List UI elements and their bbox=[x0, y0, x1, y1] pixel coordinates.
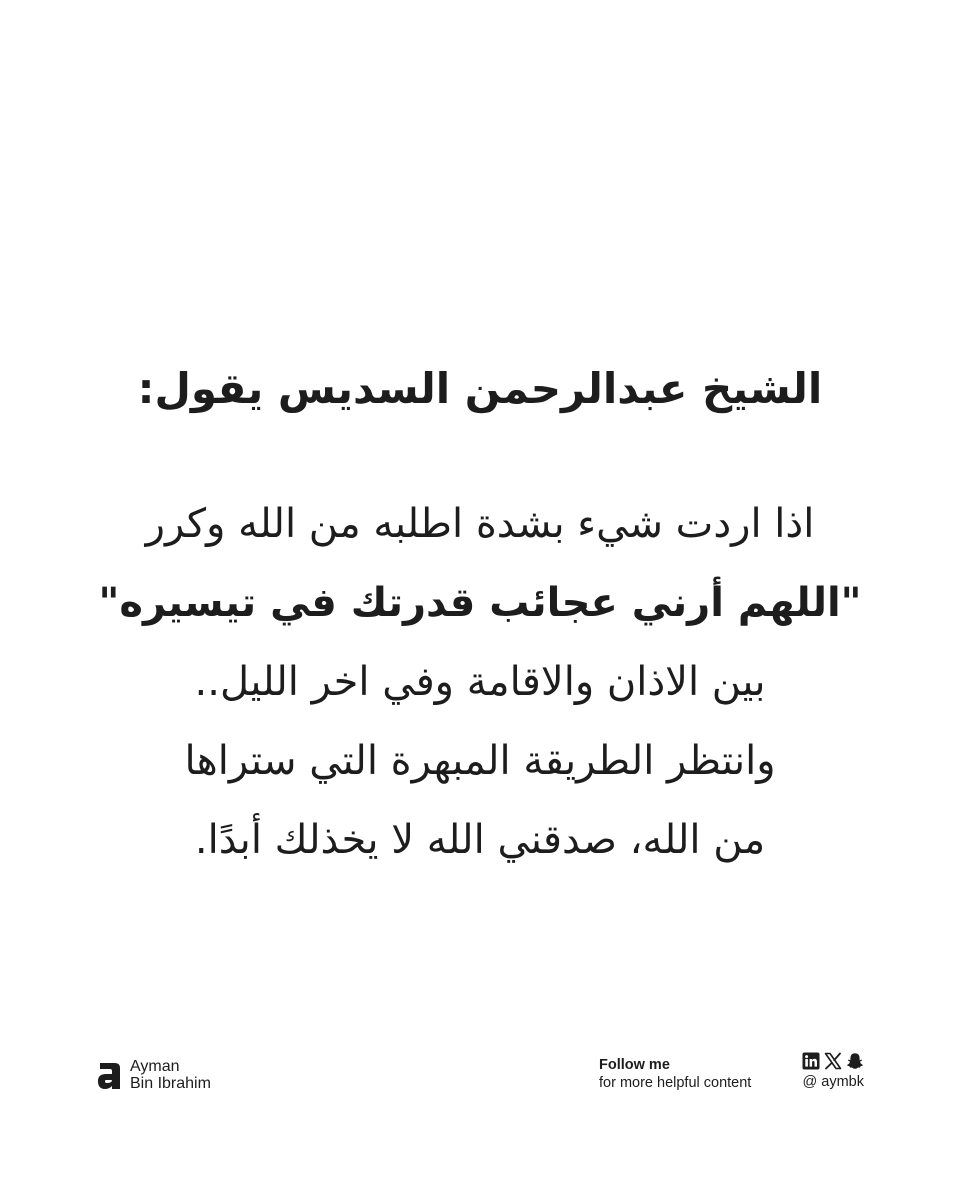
linkedin-icon[interactable] bbox=[802, 1052, 820, 1070]
quote-title: الشيخ عبدالرحمن السديس يقول: bbox=[137, 364, 823, 413]
social-icons bbox=[792, 1052, 864, 1070]
snapchat-icon[interactable] bbox=[846, 1052, 864, 1070]
social-links bbox=[792, 1052, 864, 1091]
brand-name bbox=[130, 1058, 211, 1092]
footer bbox=[96, 1052, 864, 1100]
brand-name-line-1: Ayman bbox=[130, 1058, 180, 1075]
follow-prompt bbox=[599, 1056, 751, 1092]
quote-line-4: وانتظر الطريقة المبهرة التي ستراها bbox=[184, 738, 776, 784]
follow-heading: Follow me bbox=[599, 1057, 670, 1073]
quote-line-1: اذا اردت شيء بشدة اطلبه من الله وكرر bbox=[145, 501, 815, 547]
quote-body bbox=[80, 485, 880, 880]
quote-line-2-prayer: "اللهم أرني عجائب قدرتك في تيسيره" bbox=[98, 580, 862, 626]
x-icon[interactable] bbox=[824, 1052, 842, 1070]
brand-logo-icon bbox=[96, 1059, 122, 1091]
follow-subtext: for more helpful content bbox=[599, 1075, 752, 1091]
quote-line-5: من الله، صدقني الله لا يخذلك أبدًا. bbox=[194, 817, 766, 863]
brand-name-line-2: Bin Ibrahim bbox=[130, 1075, 211, 1092]
brand bbox=[96, 1058, 211, 1092]
quote-line-3: بين الاذان والاقامة وفي اخر الليل.. bbox=[194, 659, 766, 705]
quote-block bbox=[80, 355, 880, 880]
social-handle[interactable]: @ aymbk bbox=[802, 1074, 864, 1090]
